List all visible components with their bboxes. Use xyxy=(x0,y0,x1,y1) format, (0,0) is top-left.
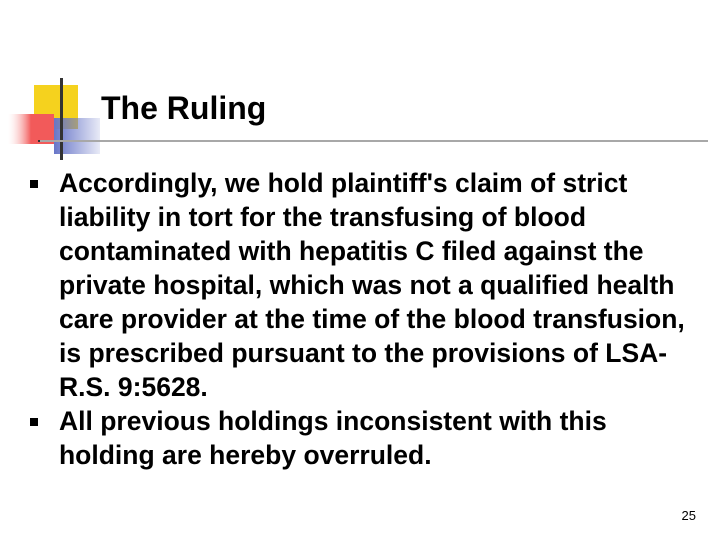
logo-vertical-line xyxy=(60,78,63,160)
bullet-text: All previous holdings inconsistent with this holding are hereby overruled. xyxy=(59,406,607,470)
square-bullet-icon xyxy=(30,180,38,188)
bullet-list xyxy=(0,166,720,472)
bullet-item xyxy=(0,404,699,472)
slide-title: The Ruling xyxy=(101,90,267,126)
bullet-item xyxy=(0,166,699,404)
square-bullet-icon xyxy=(30,418,38,426)
page-number: 25 xyxy=(681,508,696,523)
title-divider xyxy=(40,140,708,142)
bullet-text: Accordingly, we hold plaintiff's claim of strict liability in tort for the transfusing of blood contaminated with hepatitis C filed against the private hospital, which was not a qualified health care provider at the time of the blood transfusion, is prescribed pursuant to the provisions of LSA-R.S. 9:5628. xyxy=(59,168,685,402)
decorative-logo-squares xyxy=(0,0,110,170)
